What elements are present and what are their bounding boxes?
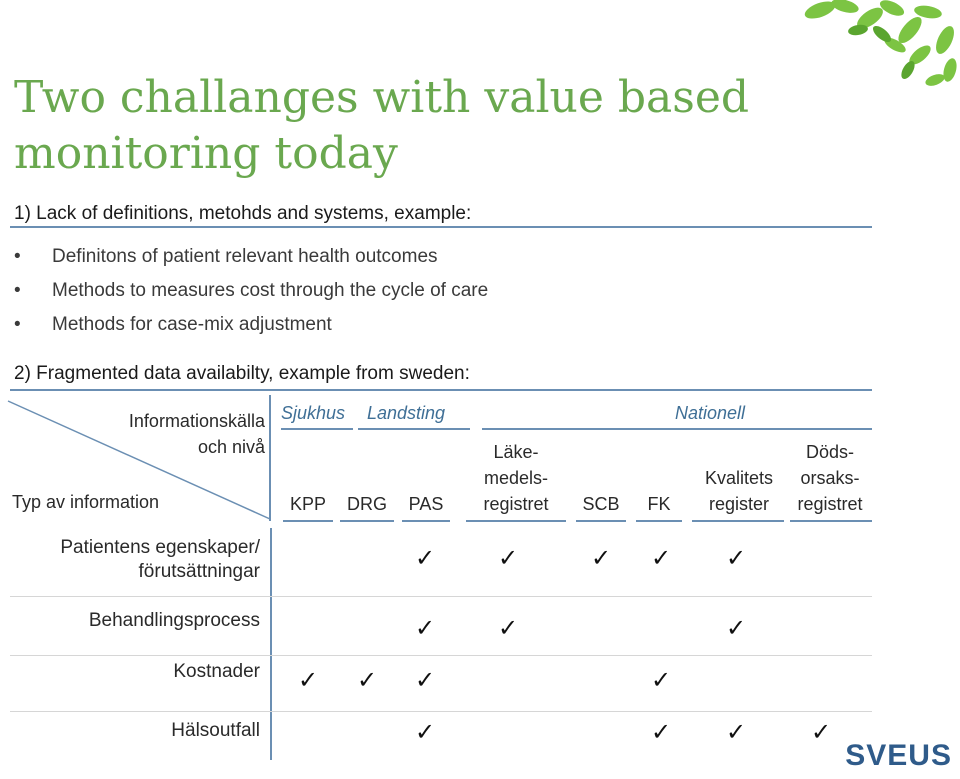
- col-header-line: orsaks-: [800, 468, 860, 488]
- col-rule: [576, 520, 626, 522]
- row-separator: [10, 596, 872, 597]
- row-separator: [10, 655, 872, 656]
- section2-rule: [10, 389, 872, 391]
- row-separator: [10, 711, 872, 712]
- col-header-drg: [340, 491, 394, 517]
- group-landsting-rule: [358, 428, 470, 430]
- col-rule: [692, 520, 784, 522]
- row-label-line: Behandlingsprocess: [88, 610, 260, 631]
- check-cell: ✓: [725, 545, 747, 572]
- col-header-line: PAS: [408, 494, 444, 514]
- check-cell: ✓: [810, 719, 832, 746]
- col-rule: [340, 520, 394, 522]
- col-header-line: register: [708, 494, 770, 514]
- bullet-item: • Definitons of patient relevant health outcomes: [14, 244, 488, 278]
- col-header-kpp: [283, 491, 333, 517]
- col-header-line: DRG: [347, 494, 387, 514]
- section1-rule: [10, 226, 872, 228]
- check-cell: ✓: [414, 545, 436, 572]
- col-header-line: KPP: [289, 494, 327, 514]
- page-title: Two challanges with value based monitoring today: [14, 72, 750, 179]
- sveus-logo: SVEUS: [845, 739, 952, 772]
- group-sjukhus-rule: [281, 428, 353, 430]
- bullet-list: [14, 244, 488, 346]
- col-header-dodsorsak: [786, 439, 874, 517]
- col-header-fk: [636, 491, 682, 517]
- corner-top-line: Informationskälla: [128, 411, 265, 431]
- col-header-line: SCB: [582, 494, 620, 514]
- check-cell: ✓: [497, 615, 519, 642]
- check-cell: ✓: [725, 719, 747, 746]
- bullet-item: • Methods for case-mix adjustment: [14, 312, 488, 346]
- leaves-decoration: [800, 0, 960, 95]
- row-label-behandling: [10, 609, 260, 633]
- row-label-line: Hälsoutfall: [171, 720, 260, 741]
- col-header-line: FK: [647, 494, 671, 514]
- col-header-line: Kvalitets: [704, 468, 774, 488]
- row-label-egenskaper: [10, 536, 260, 584]
- group-nationell: Nationell: [675, 403, 746, 423]
- col-rule: [636, 520, 682, 522]
- col-header-kvalitetsregister: [692, 465, 786, 517]
- check-cell: ✓: [497, 545, 519, 572]
- col-header-line: Döds-: [805, 442, 854, 462]
- row-label-line: Patientens egenskaper/: [60, 537, 260, 558]
- col-header-pas: [402, 491, 450, 517]
- check-cell: ✓: [650, 545, 672, 572]
- col-header-line: registret: [797, 494, 863, 514]
- row-label-line: Kostnader: [173, 661, 260, 682]
- check-cell: ✓: [725, 615, 747, 642]
- corner-bottom-label: Typ av information: [12, 492, 160, 512]
- check-cell: ✓: [356, 667, 378, 694]
- corner-top-label: [60, 408, 265, 460]
- col-header-lakemedel: [466, 439, 566, 517]
- check-cell: ✓: [414, 667, 436, 694]
- check-cell: ✓: [650, 667, 672, 694]
- col-rule: [402, 520, 450, 522]
- group-landsting: Landsting: [367, 403, 446, 423]
- col-rule: [283, 520, 333, 522]
- check-cell: ✓: [297, 667, 319, 694]
- row-label-kostnader: [10, 660, 260, 684]
- col-header-scb: [576, 491, 626, 517]
- bullet-item: • Methods to measures cost through the cycle of care: [14, 278, 488, 312]
- col-header-line: medels-: [483, 468, 549, 488]
- col-header-line: registret: [483, 494, 549, 514]
- check-cell: ✓: [590, 545, 612, 572]
- row-label-halsoutfall: [10, 719, 260, 743]
- row-label-border: [270, 528, 272, 760]
- row-label-line: förutsättningar: [138, 561, 260, 582]
- check-cell: ✓: [414, 615, 436, 642]
- corner-top-line: och nivå: [197, 437, 265, 457]
- group-sjukhus: Sjukhus: [281, 403, 346, 423]
- col-rule: [790, 520, 872, 522]
- group-nationell-rule: [482, 428, 872, 430]
- section1-heading: 1) Lack of definitions, metohds and systems, example:: [14, 203, 472, 224]
- col-rule: [466, 520, 566, 522]
- col-header-line: Läke-: [493, 442, 539, 462]
- check-cell: ✓: [414, 719, 436, 746]
- section2-heading: 2) Fragmented data availabilty, example from sweden:: [14, 363, 470, 384]
- check-cell: ✓: [650, 719, 672, 746]
